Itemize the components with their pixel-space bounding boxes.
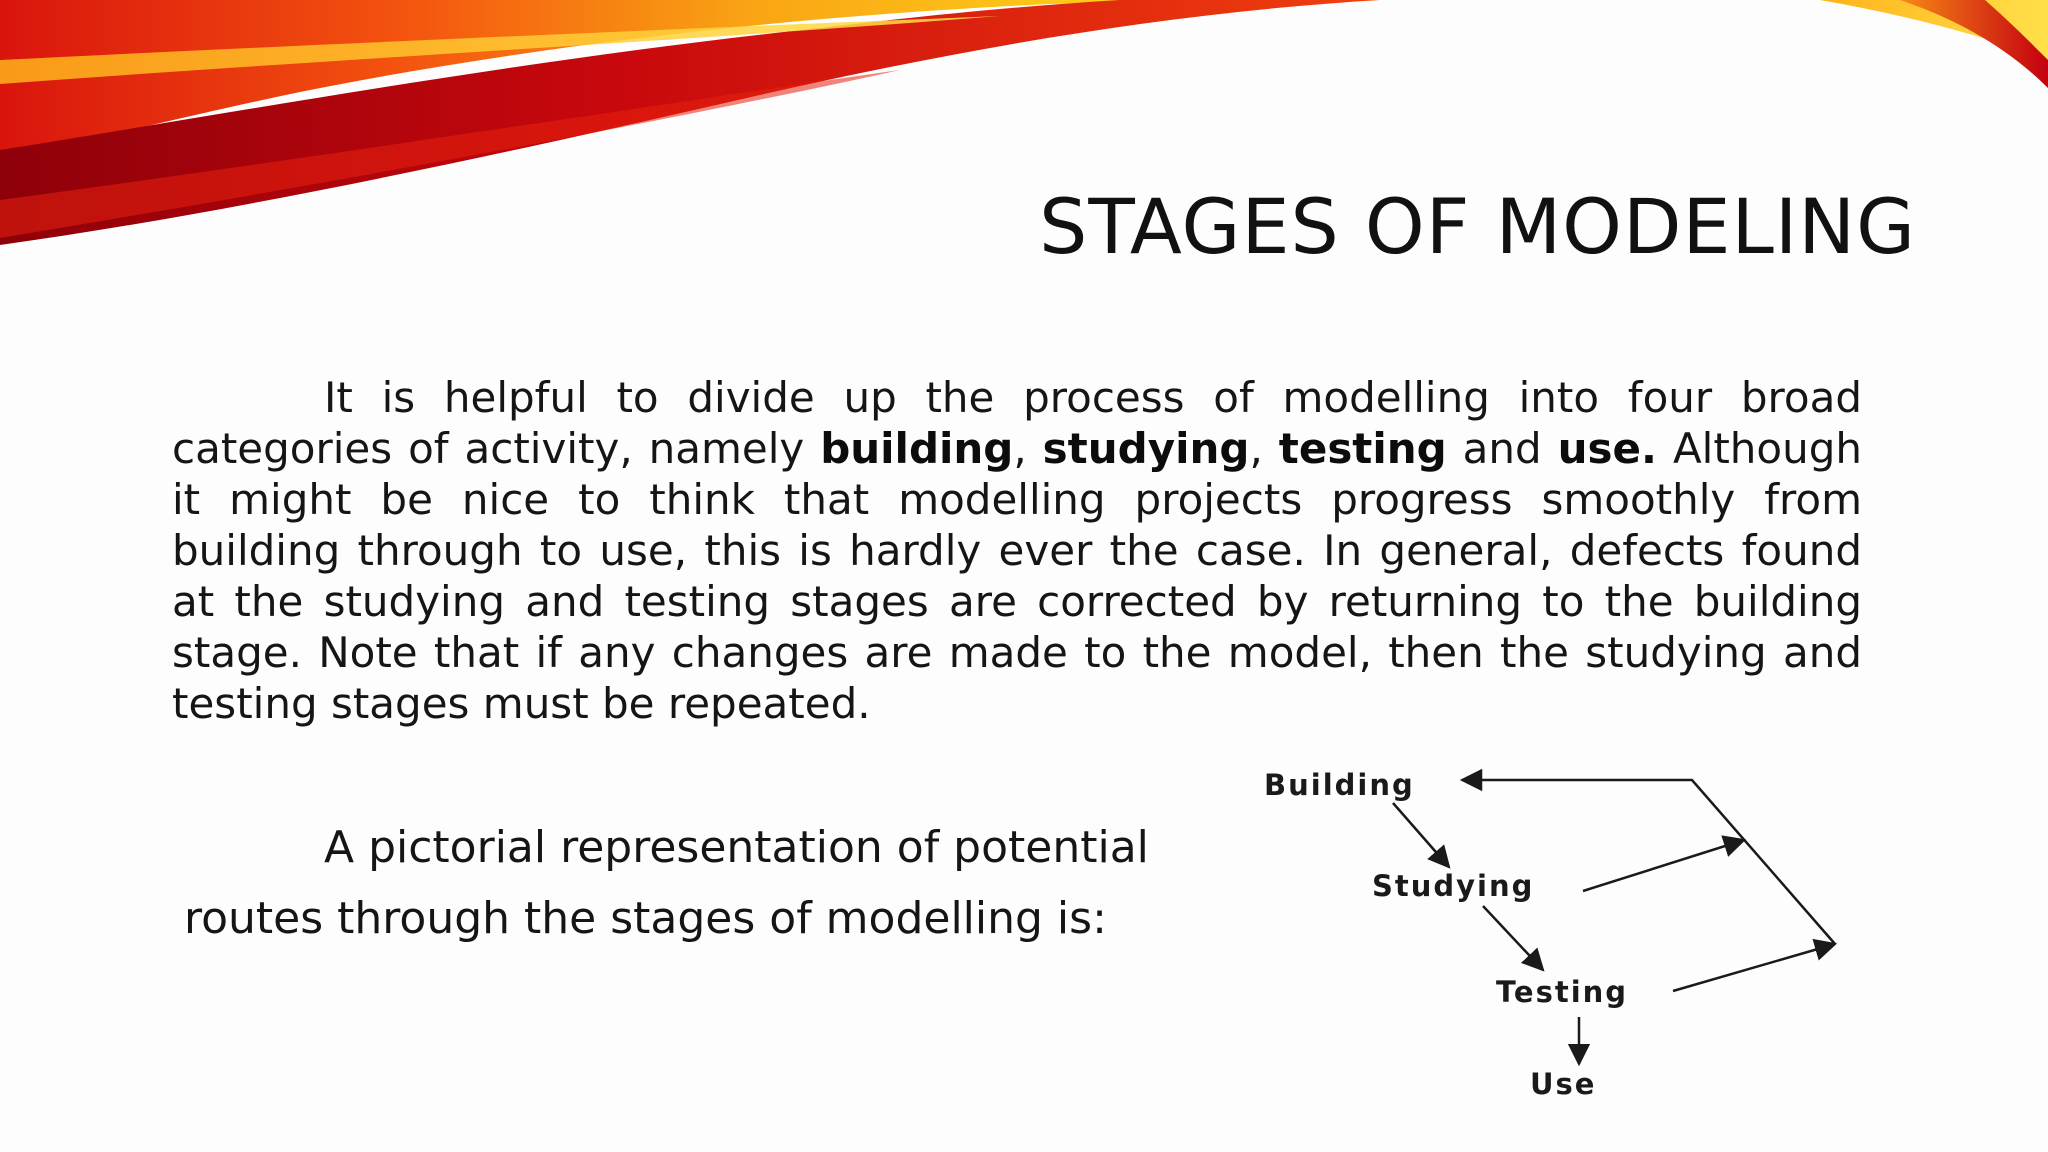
arrow-testing-to-return-path bbox=[1673, 944, 1835, 991]
arrow-studying-to-return-path bbox=[1583, 840, 1744, 891]
arrow-studying-to-testing bbox=[1483, 906, 1543, 970]
node-testing: Testing bbox=[1496, 975, 1629, 1009]
pictorial-intro-line-1: A pictorial representation of potential bbox=[324, 822, 1149, 873]
slide-title: STAGES OF MODELING bbox=[1039, 182, 1916, 271]
node-studying: Studying bbox=[1372, 869, 1535, 903]
arrow-building-to-studying bbox=[1393, 803, 1449, 867]
body-paragraph bbox=[172, 372, 1862, 729]
separator: , bbox=[1013, 424, 1043, 473]
arrow-return-to-building bbox=[1462, 780, 1835, 944]
node-use: Use bbox=[1530, 1067, 1597, 1101]
keyword-use: use. bbox=[1557, 424, 1657, 473]
separator: and bbox=[1446, 424, 1558, 473]
paragraph-text: Although it might be nice to think that modelling projects progress smoothly from building through to use, this is hardly ever the case. In general, defects found at the studying and testing stages are corrected by returning to the building stage. Note that if any changes are made to the model, then the studying and testing stages must be repeated. bbox=[172, 424, 1863, 728]
keyword-studying: studying bbox=[1042, 424, 1250, 473]
separator: , bbox=[1249, 424, 1279, 473]
node-building: Building bbox=[1264, 768, 1415, 802]
keyword-testing: testing bbox=[1278, 424, 1447, 473]
paragraph-text: It is helpful to divide up the process of modelling into four broad categories of activity, namely bbox=[172, 373, 1862, 473]
stages-flow-diagram bbox=[1240, 755, 1880, 1115]
keyword-building: building bbox=[820, 424, 1014, 473]
pictorial-intro-line-2: routes through the stages of modelling is: bbox=[184, 893, 1107, 944]
